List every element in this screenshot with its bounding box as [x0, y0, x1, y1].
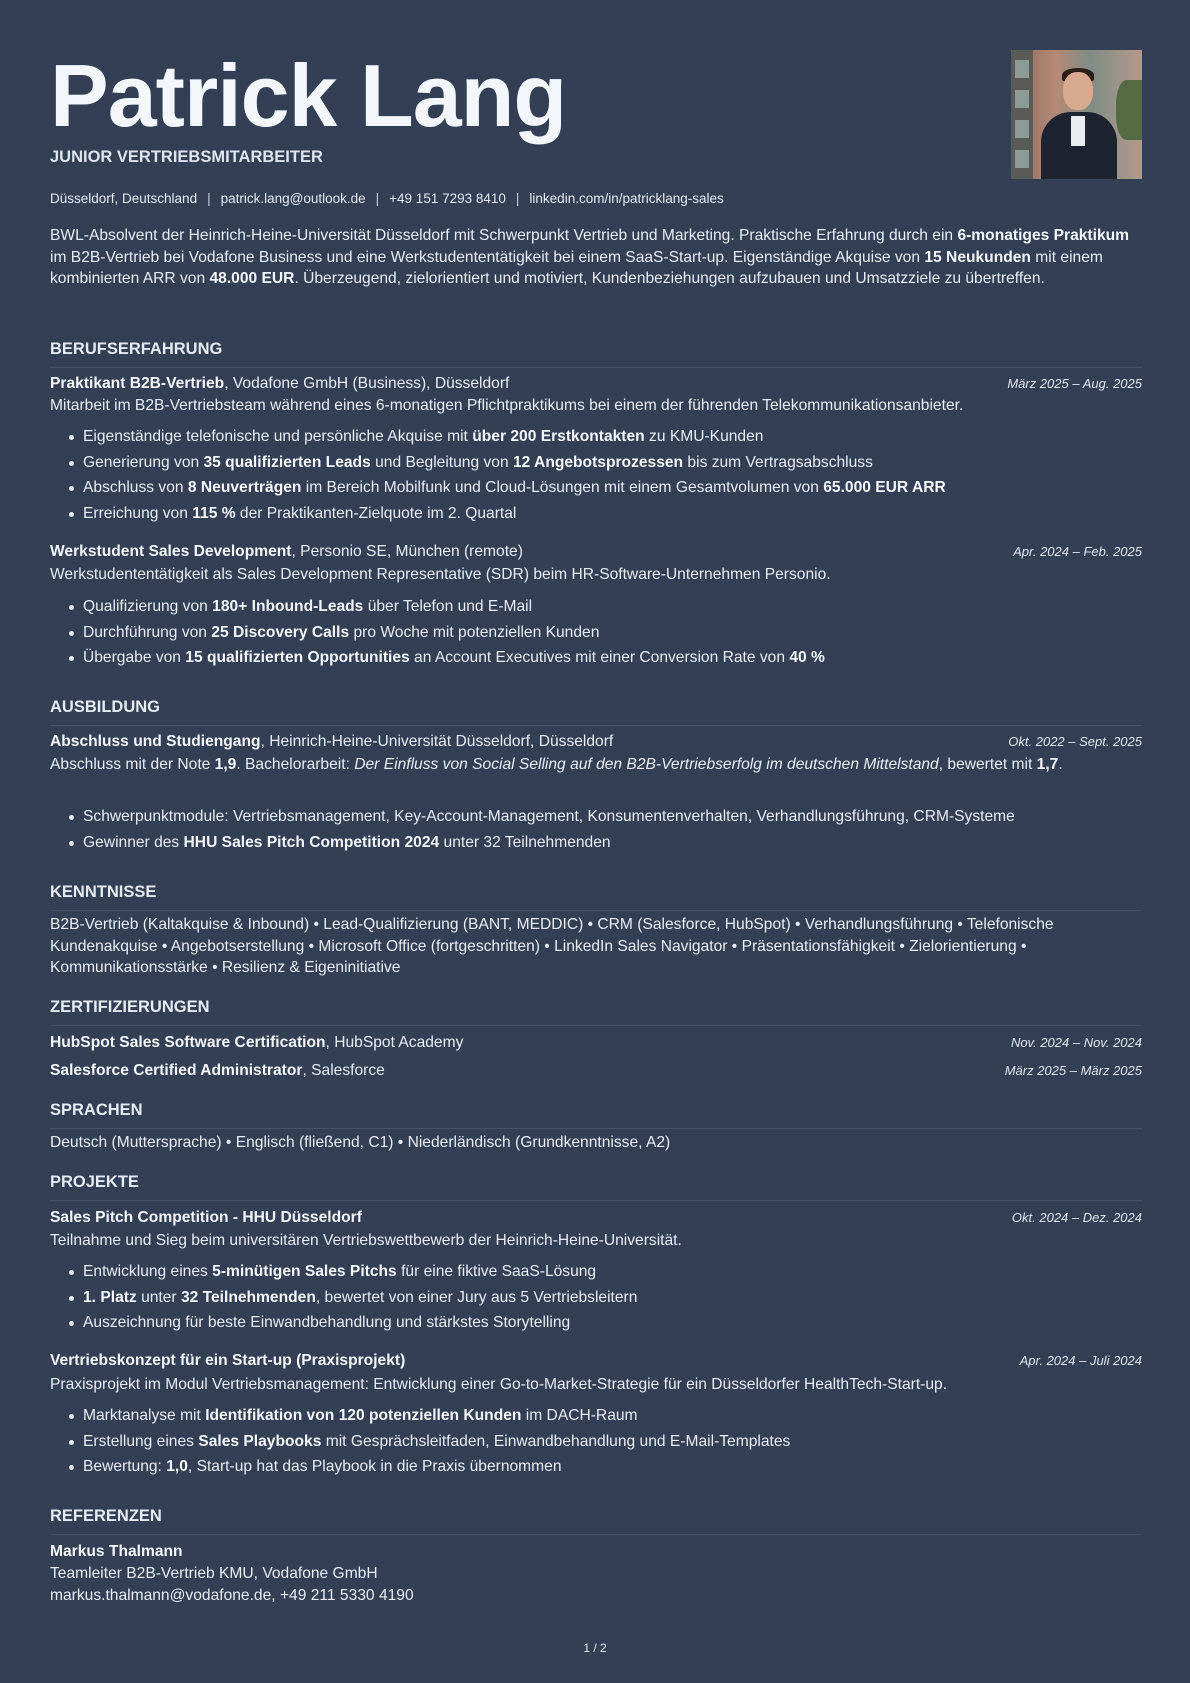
reference-person: Markus Thalmann: [50, 1543, 183, 1560]
job-org: , Vodafone GmbH (Business), Düsseldorf: [224, 375, 510, 392]
certification-entry: [50, 1032, 1142, 1053]
bold-text: 32 Teilnehmenden: [180, 1288, 316, 1306]
contact-location: Düsseldorf, Deutschland: [50, 191, 198, 206]
text-run: , bewertet mit: [938, 756, 1037, 773]
project-title: Sales Pitch Competition - HHU Düsseldorf: [50, 1209, 362, 1226]
bold-text: 48.000 EUR: [209, 270, 295, 287]
bold-text: 5-minütigen Sales Pitchs: [212, 1263, 397, 1280]
section-title-projects: PROJEKTE: [50, 1171, 1142, 1201]
job-date: März 2025 – Aug. 2025: [1007, 376, 1142, 391]
text-run: Auszeichnung für beste Einwandbehandlung und stärkstes Storytelling: [83, 1314, 571, 1331]
job-title: Werkstudent Sales Development: [50, 543, 292, 560]
reference-contact[interactable]: markus.thalmann@vodafone.de, +49 211 5330 4190: [50, 1587, 414, 1604]
project-bullets: [50, 1405, 790, 1482]
section-title-education: AUSBILDUNG: [50, 696, 1142, 726]
text-run: Qualifizierung von: [83, 598, 213, 615]
bold-text: 12 Angebotsprozessen: [512, 453, 684, 471]
bold-text: über 200 Erstkontakten: [472, 428, 645, 445]
certification-issuer: , Salesforce: [302, 1062, 385, 1079]
bold-text: 1,7: [1036, 756, 1059, 773]
text-run: unter 32 Teilnehmenden: [439, 833, 611, 851]
text-run: über Telefon und E-Mail: [363, 598, 533, 615]
text-run: Durchführung von: [83, 623, 212, 641]
education-date: Okt. 2022 – Sept. 2025: [1008, 734, 1142, 749]
bold-text: 1. Platz: [83, 1288, 137, 1306]
list-item: [50, 1456, 790, 1482]
bold-text: 15 Neukunden: [924, 248, 1031, 266]
text-run: und Begleitung von: [370, 453, 513, 471]
bold-text: 65.000 EUR ARR: [823, 479, 946, 496]
bold-text: 1,0: [166, 1458, 188, 1475]
profile-photo: [1011, 50, 1142, 179]
contact-separator: |: [515, 191, 520, 206]
section-title-references: REFERENZEN: [50, 1505, 1142, 1535]
text-run: .: [1058, 756, 1063, 773]
contact-separator: |: [207, 191, 211, 206]
certification-entry: [50, 1060, 1142, 1081]
bold-text: 40 %: [789, 649, 825, 666]
text-run: Gewinner des: [83, 833, 184, 851]
project-date: Okt. 2024 – Dez. 2024: [1011, 1210, 1142, 1225]
profile-summary: [50, 225, 1142, 290]
experience-entry-header: [50, 541, 1142, 562]
text-run: Entwicklung eines: [83, 1263, 213, 1280]
section-title-languages: SPRACHEN: [50, 1099, 1142, 1129]
text-run: an Account Executives mit einer Conversion Rate von: [409, 649, 790, 666]
education-entry-header: [50, 731, 1142, 752]
candidate-role: JUNIOR VERTRIEBSMITARBEITER: [50, 148, 323, 166]
project-date: Apr. 2024 – Juli 2024: [1019, 1353, 1142, 1368]
bold-text: Sales Playbooks: [198, 1432, 322, 1450]
contact-email[interactable]: patrick.lang@outlook.de: [220, 191, 366, 206]
text-run: zu KMU-Kunden: [644, 428, 764, 445]
text-run: mit Gesprächsleitfaden, Einwandbehandlung und E-Mail-Templates: [321, 1432, 791, 1450]
certification-title: Salesforce Certified Administrator: [50, 1062, 303, 1079]
bold-text: 35 qualifizierten Leads: [203, 453, 371, 471]
list-item: [50, 832, 1015, 858]
list-item: [50, 1312, 637, 1338]
project-entry-header: [50, 1350, 1142, 1371]
degree-title: Abschluss und Studiengang: [50, 733, 261, 750]
list-item: [50, 426, 946, 452]
list-item: [50, 1261, 637, 1287]
text-run: Bewertung:: [83, 1458, 167, 1475]
text-run: Abschluss mit der Note: [50, 756, 215, 773]
job-description: [50, 564, 1142, 586]
certification-date: März 2025 – März 2025: [1004, 1063, 1142, 1078]
reference-position: Teamleiter B2B-Vertrieb KMU, Vodafone GmbH: [50, 1565, 378, 1582]
list-item: [50, 596, 825, 622]
job-title: Praktikant B2B-Vertrieb: [50, 375, 225, 392]
project-description: [50, 1230, 1142, 1252]
list-item: [50, 503, 946, 529]
bold-text: HHU Sales Pitch Competition 2024: [183, 833, 440, 851]
job-bullets: [50, 426, 946, 528]
text-run: . Bachelorarbeit:: [236, 756, 355, 773]
job-description: [50, 395, 1142, 417]
list-item: [50, 477, 946, 503]
text-run: der Praktikanten-Zielquote im 2. Quartal: [235, 504, 517, 522]
list-item: [50, 1405, 790, 1431]
contact-separator: |: [375, 191, 380, 206]
list-item: [50, 806, 1015, 832]
project-bullets: [50, 1261, 637, 1338]
contact-phone: +49 151 7293 8410: [389, 191, 506, 206]
bold-text: 8 Neuverträgen: [187, 479, 302, 496]
text-run: Übergabe von: [83, 649, 186, 666]
text-run: Generierung von: [83, 453, 204, 471]
certification-title: HubSpot Sales Software Certification: [50, 1034, 326, 1051]
text-run: im B2B-Vertrieb bei Vodafone Business und eine Werkstudententätigkeit bei einem SaaS-Start-up. Eigenständige Akquise von: [50, 248, 925, 266]
text-run: für eine fiktive SaaS-Lösung: [396, 1263, 597, 1280]
list-item: [50, 452, 946, 478]
list-item: [50, 1431, 790, 1457]
bold-text: 6-monatiges Praktikum: [957, 227, 1130, 244]
text-run: BWL-Absolvent der Heinrich-Heine-Universität Düsseldorf mit Schwerpunkt Vertrieb und Marketing. Praktische Erfahrung durch ein: [50, 227, 958, 244]
text-run: . Überzeugend, zielorientiert und motiviert, Kundenbeziehungen aufzubauen und Umsatzziele zu übertreffen.: [294, 270, 1045, 287]
education-bullets: [50, 806, 1015, 857]
contact-line: [50, 190, 724, 208]
bold-text: 15 qualifizierten Opportunities: [185, 649, 410, 666]
university: , Heinrich-Heine-Universität Düsseldorf, Düsseldorf: [260, 733, 614, 750]
text-run: , bewertet von einer Jury aus 5 Vertriebsleitern: [315, 1288, 638, 1306]
job-bullets: [50, 596, 825, 673]
bold-text: 180+ Inbound-Leads: [212, 598, 364, 615]
bold-text: 25 Discovery Calls: [211, 623, 350, 641]
text-run: Praxisprojekt im Modul Vertriebsmanagement: Entwicklung einer Go-to-Market-Strategie für ein Düsseldorfer HealthTech-Start-up.: [50, 1376, 948, 1393]
text-run: Eigenständige telefonische und persönliche Akquise mit: [83, 428, 473, 445]
text-run: Marktanalyse mit: [83, 1407, 206, 1424]
text-run: pro Woche mit potenziellen Kunden: [349, 623, 600, 641]
job-date: Apr. 2024 – Feb. 2025: [1013, 544, 1142, 559]
bold-text: 115 %: [192, 504, 236, 522]
education-description: [50, 754, 1142, 776]
project-description: [50, 1374, 1142, 1396]
section-title-certifications: ZERTIFIZIERUNGEN: [50, 996, 1142, 1026]
project-entry-header: [50, 1207, 1142, 1228]
section-title-skills: KENNTNISSE: [50, 881, 1142, 911]
list-item: [50, 1287, 637, 1313]
text-run: mit einem kombinierten ARR von: [50, 248, 1103, 287]
text-run: im Bereich Mobilfunk und Cloud-Lösungen mit einem Gesamtvolumen von: [301, 479, 824, 496]
text-run: , Start-up hat das Playbook in die Praxis übernommen: [187, 1458, 562, 1475]
experience-entry-header: [50, 373, 1142, 394]
reference-name: [50, 1541, 1142, 1563]
text-run: Teilnahme und Sieg beim universitären Vertriebswettbewerb der Heinrich-Heine-Universität.: [50, 1232, 682, 1249]
contact-linkedin[interactable]: linkedin.com/in/patricklang-sales: [529, 191, 724, 206]
job-org: , Personio SE, München (remote): [291, 543, 523, 560]
candidate-name: Patrick Lang: [50, 46, 567, 145]
skills-text: B2B-Vertrieb (Kaltakquise & Inbound) • Lead-Qualifizierung (BANT, MEDDIC) • CRM (Salesforce, HubSpot) • Verhandlungsführung • Telefonische Kundenakquise • Angebotserstellung • Microsoft Office (fortgeschritten) • LinkedIn Sales Navigator • Präsentationsfähigkeit • Zielorientierung • Kommunikationsstärke • Resilienz & Eigeninitiative: [50, 916, 1054, 976]
languages-text: Deutsch (Muttersprache) • Englisch (fließend, C1) • Niederländisch (Grundkenntnisse, A2): [50, 1134, 671, 1151]
text-run: unter: [136, 1288, 181, 1306]
italic-text: Der Einfluss von Social Selling auf den B2B-Vertriebserfolg im deutschen Mittelstand: [354, 756, 939, 773]
text-run: Mitarbeit im B2B-Vertriebsteam während eines 6-monatigen Pflichtpraktikums bei einem der führenden Telekommunikationsanbieter.: [50, 397, 964, 414]
bold-text: 1,9: [214, 756, 237, 773]
bold-text: Identifikation von 120 potenziellen Kunden: [205, 1407, 522, 1424]
list-item: [50, 622, 825, 648]
text-run: Erstellung eines: [83, 1432, 199, 1450]
list-item: [50, 647, 825, 673]
text-run: Schwerpunktmodule: Vertriebsmanagement, Key-Account-Management, Konsumentenverhalten, Verhandlungsführung, CRM-Systeme: [83, 808, 1015, 825]
certification-date: Nov. 2024 – Nov. 2024: [1010, 1035, 1142, 1050]
text-run: Abschluss von: [83, 479, 188, 496]
project-title: Vertriebskonzept für ein Start-up (Praxisprojekt): [50, 1352, 406, 1369]
certification-issuer: , HubSpot Academy: [325, 1034, 464, 1051]
text-run: Werkstudententätigkeit als Sales Development Representative (SDR) beim HR-Software-Unternehmen Personio.: [50, 566, 831, 583]
section-title-experience: BERUFSERFAHRUNG: [50, 338, 1142, 368]
text-run: bis zum Vertragsabschluss: [683, 453, 873, 471]
text-run: Erreichung von: [83, 504, 193, 522]
text-run: im DACH-Raum: [521, 1407, 638, 1424]
page-number: 1 / 2: [583, 1641, 607, 1655]
